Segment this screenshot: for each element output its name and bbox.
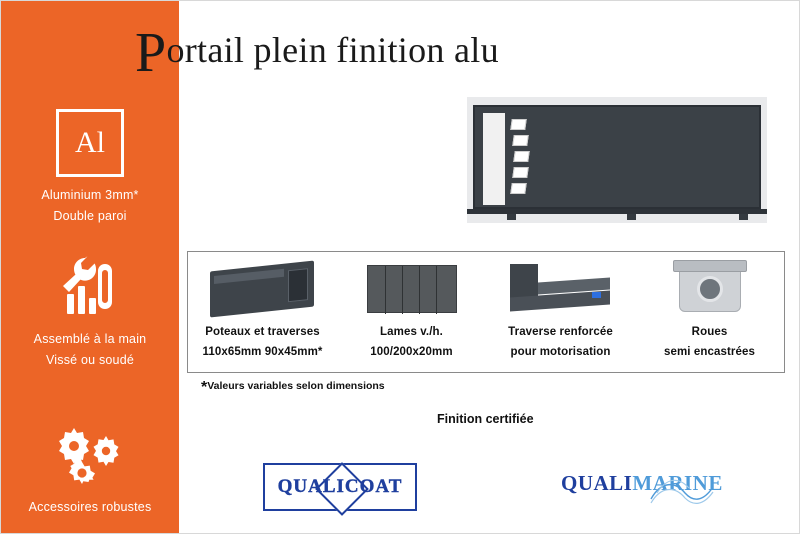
sidebar-label-accessoires-1: Accessoires robustes [28,500,152,514]
component-lames [337,252,486,374]
profile-lip [214,269,284,284]
page-title-rest: ortail plein finition alu [166,30,499,70]
crossbar-led [592,292,601,298]
page-title [135,22,499,84]
footnote-text: Valeurs variables selon dimensions [207,380,385,392]
component-caption-poteaux-2: 110x65mm 90x45mm* [202,346,323,358]
reinforced-crossbar-icon [486,258,635,320]
component-poteaux [188,252,337,374]
component-caption-roues-1: Roues [691,326,728,338]
qualimarine-logo [561,471,721,509]
slat-divider-3 [419,266,420,314]
component-caption-lames-1: Lames v./h. [380,326,443,338]
qualicoat-logo [263,463,417,511]
wheel-mount-plate [673,260,747,272]
footnote [201,379,385,397]
sidebar-block-assemblage [1,254,179,371]
sidebar-label-aluminium-2: Double paroi [53,209,127,223]
component-caption-poteaux-1: Poteaux et traverses [205,326,320,338]
component-caption-traverse-1: Traverse renforcée [508,326,613,338]
sidebar-block-aluminium [1,109,179,227]
gate-dash-4 [512,167,529,178]
aluminium-symbol-text: Al [75,126,105,159]
component-roues [635,252,784,374]
crossbar-block [510,264,538,298]
component-caption-lames-2: 100/200x20mm [370,346,453,358]
gate-left-panel [483,113,505,205]
sidebar-block-accessoires [1,426,179,518]
gate-foot-left [507,214,516,220]
profile-post-icon [188,258,337,320]
slat-divider-4 [436,266,437,314]
certification-title: Finition certifiée [437,412,534,426]
gate-foot-right [739,214,748,220]
wheel-icon [635,258,784,320]
aluminium-square-icon [1,109,179,177]
slats-shape [367,265,457,313]
qualimarine-wave-icon [649,473,715,507]
sidebar-label-assemblage-1: Assemblé à la main [33,332,147,346]
wheel-hub [697,276,723,302]
gate-frame [473,105,761,209]
qualimarine-text-part1: QUALI [561,471,633,495]
footnote-star: * [201,379,208,396]
components-box [187,251,785,373]
gate-dash-5 [510,183,527,194]
gate-dash-2 [512,135,529,146]
profile-inner-cavity [288,268,308,302]
sidebar-label-aluminium-1: Aluminium 3mm* [41,188,139,202]
slat-divider-1 [385,266,386,314]
portail-plein-alu-photo [467,97,767,223]
gears-icon [1,426,179,489]
gate-foot-mid [627,214,636,220]
qualicoat-logo-text: QUALICOAT [277,476,403,497]
profile-shape [210,261,314,318]
slats-panel-icon [337,258,486,320]
component-caption-roues-2: semi encastrées [663,346,755,358]
slat-divider-2 [402,266,403,314]
wrench-tools-icon [1,254,179,321]
qualimarine-text-part2: MARINE [632,471,723,495]
gate-dash-1 [510,119,527,130]
component-traverse [486,252,635,374]
gate-dash-3 [513,151,530,162]
sidebar-label-assemblage-2: Vissé ou soudé [45,353,135,367]
page-title-dropcap: P [135,22,167,84]
component-caption-traverse-2: pour motorisation [510,346,611,358]
